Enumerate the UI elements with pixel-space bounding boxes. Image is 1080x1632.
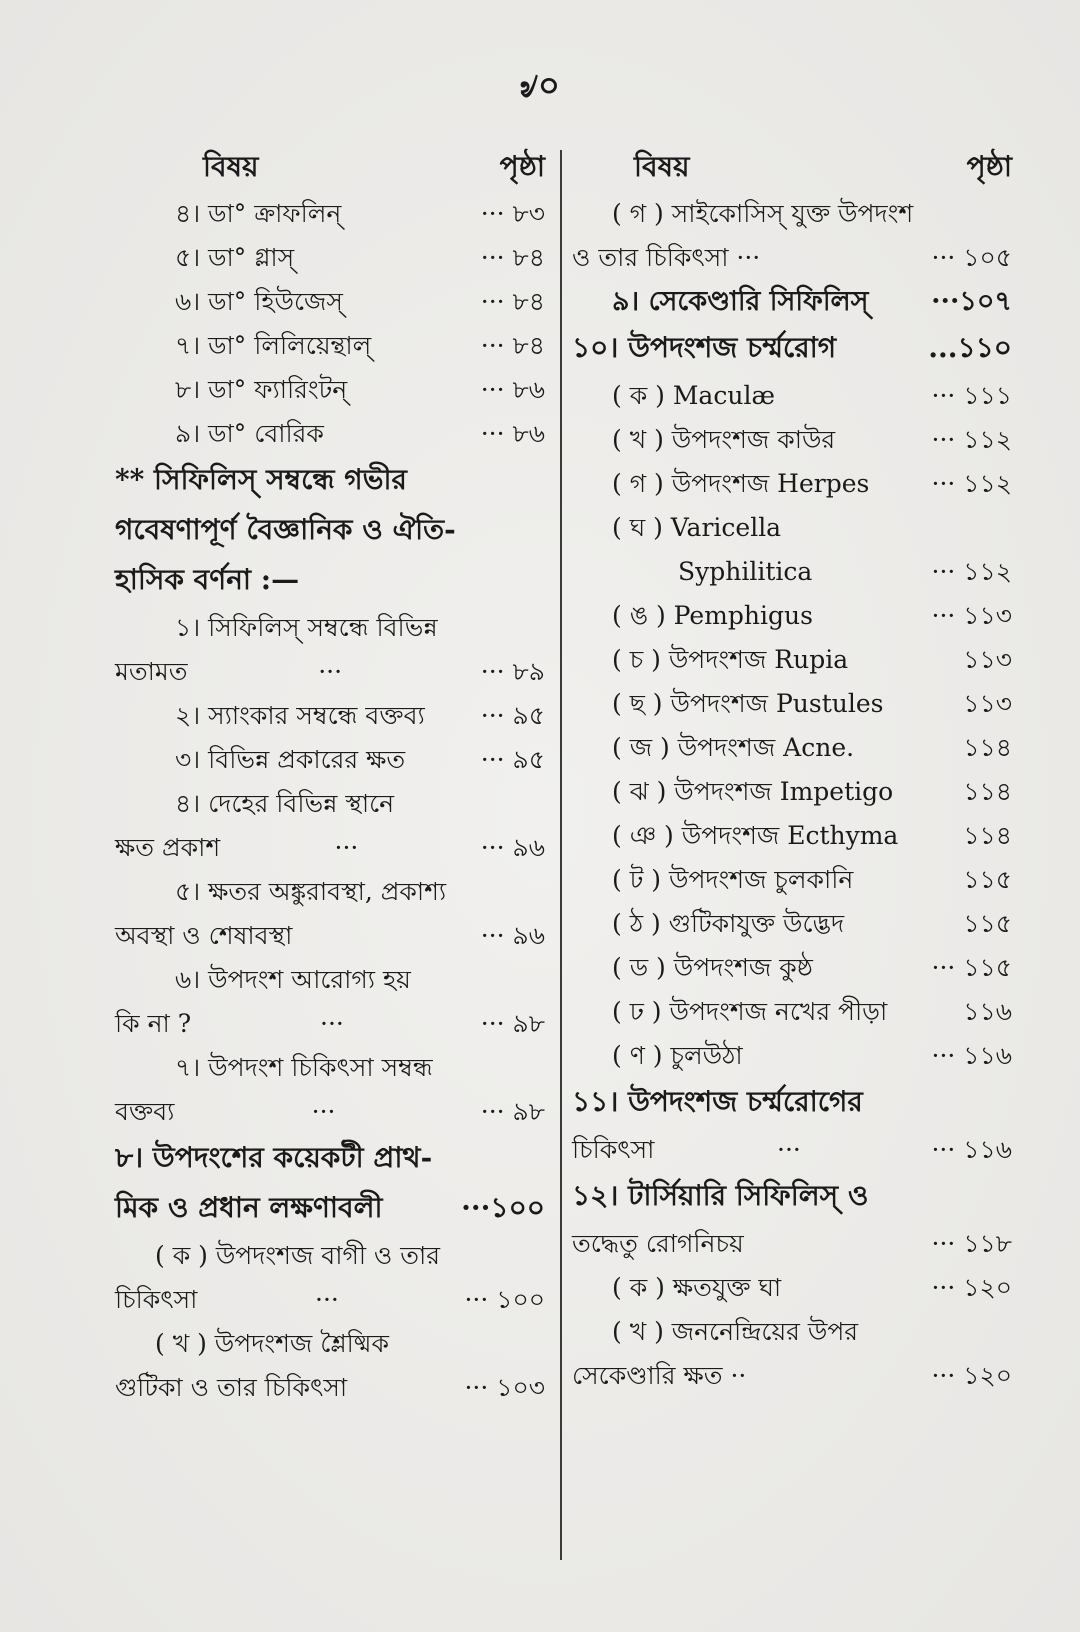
toc-entry: ১০। উপদংশজ চর্ম্মরোগ ...১১০ xyxy=(572,331,1012,364)
toc-entry-line2: বক্তব্য ··· ··· ৯৮ xyxy=(115,1097,545,1126)
right-column-header xyxy=(572,140,1012,196)
toc-entry: ( ঠ ) গুটিকাযুক্ত উদ্ভেদ ১১৫ xyxy=(612,909,1012,938)
toc-entry-line2: অবস্থা ও শেষাবস্থা ··· ৯৬ xyxy=(115,921,545,950)
toc-entry-line1: ( খ ) জননেন্দ্রিয়ের উপর xyxy=(612,1317,859,1346)
left-column-header xyxy=(115,140,545,196)
toc-entry: ( ড ) উপদংশজ কুষ্ঠ ··· ১১৫ xyxy=(612,953,1012,982)
toc-entry-line1: ১১। উপদংশজ চর্ম্মরোগের xyxy=(572,1085,863,1118)
toc-entry-line2: সেকেণ্ডারি ক্ষত ·· ··· ১২০ xyxy=(572,1361,1012,1390)
toc-entry: ( ণ ) চুলউঠা ··· ১১৬ xyxy=(612,1041,1012,1070)
left-column xyxy=(115,140,545,1414)
toc-entry-line1: ( খ ) উপদংশজ শ্লৈষ্মিক xyxy=(155,1329,389,1358)
subject-heading: বিষয় xyxy=(203,149,259,183)
right-column xyxy=(572,140,1012,1402)
page-heading: পৃষ্ঠা xyxy=(499,149,545,183)
column-divider xyxy=(560,150,562,1560)
toc-entry: ৭। ডা° লিলিয়েন্থাল্ ··· ৮৪ xyxy=(175,331,545,360)
toc-entry-line2: Syphilitica ··· ১১২ xyxy=(678,557,1012,586)
section-heading-line: হাসিক বর্ণনা :— xyxy=(115,563,300,596)
page-heading: পৃষ্ঠা xyxy=(966,149,1012,183)
toc-entry-line1: ১। সিফিলিস্ সম্বন্ধে বিভিন্ন xyxy=(175,613,438,642)
toc-entry-line1: ৫। ক্ষতর অঙ্কুরাবস্থা, প্রকাশ্য xyxy=(175,877,447,906)
toc-entry-line1: ৬। উপদংশ আরোগ্য হয় xyxy=(175,965,411,994)
toc-entry-line1: ৮। উপদংশের কয়েকটী প্রাথ- xyxy=(115,1141,433,1174)
toc-entry-line2: চিকিৎসা ··· ··· ১১৬ xyxy=(572,1135,1012,1164)
toc-entry: ৩। বিভিন্ন প্রকারের ক্ষত ··· ৯৫ xyxy=(175,745,545,774)
toc-entry-line1: ১২। টার্সিয়ারি সিফিলিস্ ও xyxy=(572,1179,869,1212)
toc-entry: ৯। সেকেণ্ডারি সিফিলিস্ ···১০৭ xyxy=(612,286,1012,317)
page-number: ৶০ xyxy=(519,66,561,106)
toc-entry-line1: ৭। উপদংশ চিকিৎসা সম্বন্ধ xyxy=(175,1053,433,1082)
toc-entry: ( ঢ ) উপদংশজ নখের পীড়া ১১৬ xyxy=(612,997,1012,1026)
toc-entry-line2: মতামত ··· ··· ৮৯ xyxy=(115,657,545,686)
toc-entry-line1: ( গ ) সাইকোসিস্ যুক্ত উপদংশ xyxy=(612,199,914,228)
toc-entry: ৮। ডা° ফ্যারিংটন্ ··· ৮৬ xyxy=(175,375,545,404)
toc-entry-line2: ও তার চিকিৎসা ··· ··· ১০৫ xyxy=(572,243,1012,272)
toc-entry: ( ঙ ) Pemphigus ··· ১১৩ xyxy=(612,601,1012,630)
toc-entry-line1: ( ঘ ) Varicella xyxy=(612,513,782,542)
toc-entry-line2: গুটিকা ও তার চিকিৎসা ··· ১০৩ xyxy=(115,1373,545,1402)
toc-entry: ২। স্যাংকার সম্বন্ধে বক্তব্য ··· ৯৫ xyxy=(175,701,545,730)
toc-entry: ( ট ) উপদংশজ চুলকানি ১১৫ xyxy=(612,865,1012,894)
toc-entry-line1: ৪। দেহের বিভিন্ন স্থানে xyxy=(175,789,395,818)
toc-entry: ৬। ডা° হিউজেস্ ··· ৮৪ xyxy=(175,287,545,316)
toc-entry: ( ঝ ) উপদংশজ Impetigo ১১৪ xyxy=(612,777,1012,806)
toc-entry: ( ছ ) উপদংশজ Pustules ১১৩ xyxy=(612,689,1012,718)
section-heading-line: গবেষণাপূর্ণ বৈজ্ঞানিক ও ঐতি- xyxy=(115,513,456,546)
toc-entry: ( খ ) উপদংশজ কাউর ··· ১১২ xyxy=(612,425,1012,454)
subject-heading: বিষয় xyxy=(634,149,690,183)
toc-entry-line2: তদ্ধেতু রোগনিচয় ··· ১১৮ xyxy=(572,1229,1012,1258)
toc-entry-line1: ( ক ) উপদংশজ বাগী ও তার xyxy=(155,1241,441,1270)
toc-entry: ( চ ) উপদংশজ Rupia ১১৩ xyxy=(612,645,1012,674)
section-heading-line: ** সিফিলিস্ সম্বন্ধে গভীর xyxy=(115,463,407,496)
toc-entry: ( ঞ ) উপদংশজ Ecthyma ১১৪ xyxy=(612,821,1012,850)
toc-entry: ৯। ডা° বোরিক ··· ৮৬ xyxy=(175,419,545,448)
toc-entry: ( গ ) উপদংশজ Herpes ··· ১১২ xyxy=(612,469,1012,498)
toc-entry-line2: চিকিৎসা ··· ··· ১০০ xyxy=(115,1285,545,1314)
toc-entry-line2: ক্ষত প্রকাশ ··· ··· ৯৬ xyxy=(115,833,545,862)
toc-entry: ( ক ) ক্ষতযুক্ত ঘা ··· ১২০ xyxy=(612,1273,1012,1302)
toc-entry: ৪। ডা° ক্রাফলিন্ ··· ৮৩ xyxy=(175,199,545,228)
toc-entry: ৫। ডা° গ্লাস্ ··· ৮৪ xyxy=(175,243,545,272)
toc-entry: ( ক ) Maculæ ··· ১১১ xyxy=(612,381,1012,410)
toc-entry-line2: কি না ? ··· ··· ৯৮ xyxy=(115,1009,545,1038)
toc-entry-line2: মিক ও প্রধান লক্ষণাবলী ···১০০ xyxy=(115,1191,545,1224)
toc-entry: ( জ ) উপদংশজ Acne. ১১৪ xyxy=(612,733,1012,762)
